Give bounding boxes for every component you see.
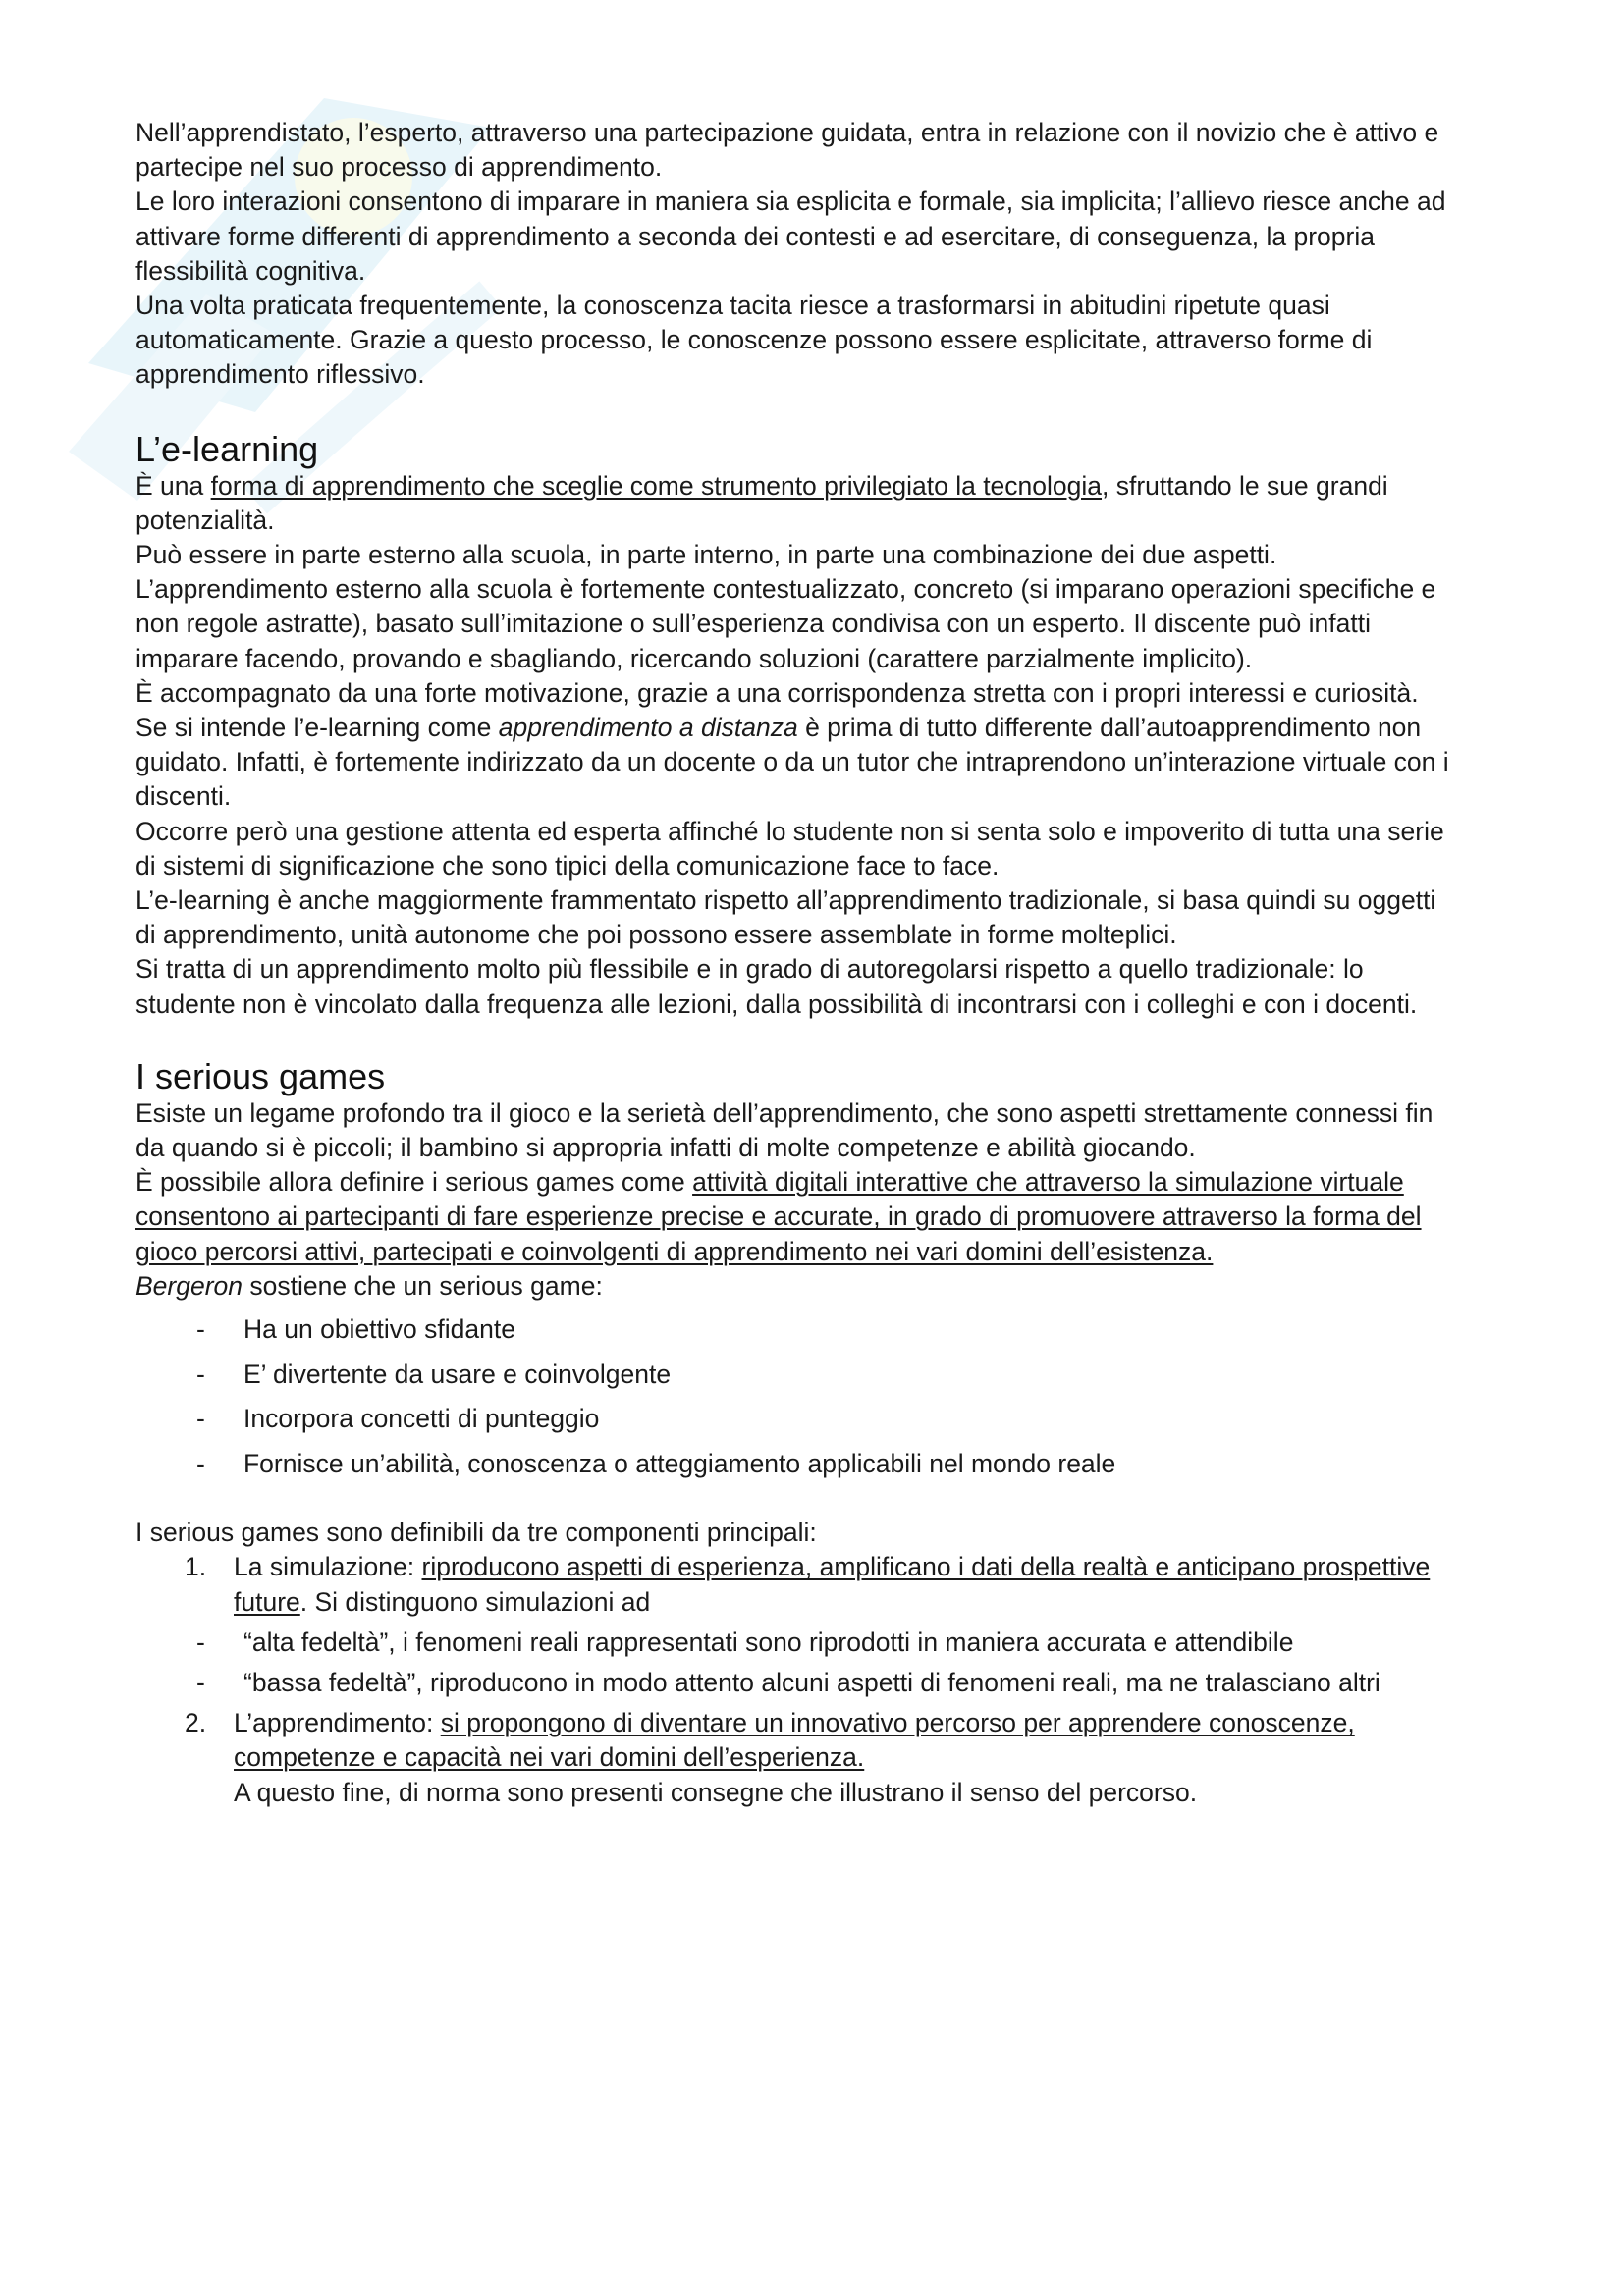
list-item: - “alta fedeltà”, i fenomeni reali rappresentati sono riprodotti in maniera accurata e attendibile <box>196 1627 1294 1657</box>
elearning-paragraph-7: L’e-learning è anche maggiormente frammentato rispetto all’apprendimento tradizionale, si basa quindi su oggetti di apprendimento, unità autonome che poi possono essere assemblate in forme molteplici. <box>135 885 1436 950</box>
component-simulation: 1. La simulazione: riproducono aspetti di esperienza, amplificano i dati della realtà e anticipano prospettive future. Si distinguono simulazioni ad <box>185 1552 1431 1617</box>
elearning-paragraph-2: Può essere in parte esterno alla scuola, in parte interno, in parte una combinazione dei due aspetti. <box>135 540 1277 570</box>
serious-definition: È possibile allora definire i serious games come attività digitali interattive che attraverso la simulazione virtuale consentono ai partecipanti di fare esperienze precise e accurate, in grado di promuovere attraverso la forma del gioco percorsi attivi, partecipati e coinvolgenti di apprendimento nei vari domini dell’esistenza. <box>135 1167 1422 1266</box>
elearning-paragraph-5: Se si intende l’e-learning come apprendimento a distanza è prima di tutto differente dall’autoapprendimento non guidato. Infatti, è fortemente indirizzato da un docente o da un tutor che intraprendono un’interazione virtuale con i discenti. <box>135 713 1449 812</box>
elearning-paragraph-3: L’apprendimento esterno alla scuola è fortemente contestualizzato, concreto (si imparano operazioni specifiche e non regole astratte), basato sull’imitazione o sull’esperienza condivisa con un esperto. Il discente può infatti imparare facendo, provando e sbagliando, ricercando soluzioni (carattere parzialmente implicito). <box>135 574 1436 673</box>
document-page <box>135 116 1451 1810</box>
heading-elearning: L’e-learning <box>135 428 319 469</box>
bergeron-line: Bergeron sostiene che un serious game: <box>135 1270 603 1301</box>
learning-underlined: si propongono di diventare un innovativo percorso per apprendere conoscenze, competenze e capacità nei vari domini dell’esperienza. <box>234 1708 1355 1773</box>
bergeron-name: Bergeron <box>135 1270 243 1301</box>
elearning-paragraph-6: Occorre però una gestione attenta ed esperta affinché lo studente non si senta solo e impoverito di tutta una serie di sistemi di significazione che sono tipici della comunicazione face to face. <box>135 816 1444 881</box>
bergeron-list <box>135 1308 1451 1486</box>
list-item: - Ha un obiettivo sfidante <box>196 1314 515 1345</box>
simulation-underlined: riproducono aspetti di esperienza, amplificano i dati della realtà e anticipano prospettive future <box>234 1552 1431 1617</box>
components-intro: I serious games sono definibili da tre componenti principali: <box>135 1518 817 1548</box>
elearning-definition: È una forma di apprendimento che sceglie come strumento privilegiato la tecnologia, sfruttando le sue grandi potenzialità. <box>135 470 1388 535</box>
component-learning: 2. L’apprendimento: si propongono di diventare un innovativo percorso per apprendere conoscenze, competenze e capacità nei vari domini dell’esperienza. A questo fine, di norma sono presenti consegne che illustrano il senso del percorso. <box>185 1708 1355 1807</box>
intro-paragraph-2: Le loro interazioni consentono di imparare in maniera sia esplicita e formale, sia implicita; l’allievo riesce anche ad attivare forme differenti di apprendimento a seconda dei contesti e ad esercitare, di conseguenza, la propria flessibilità cognitiva. <box>135 187 1446 286</box>
list-item: - “bassa fedeltà”, riproducono in modo attento alcuni aspetti di fenomeni reali, ma ne tralasciano altri <box>196 1667 1380 1697</box>
serious-paragraph-1: Esiste un legame profondo tra il gioco e la serietà dell’apprendimento, che sono aspetti strettamente connessi fin da quando si è piccoli; il bambino si appropria infatti di molte competenze e abilità giocando. <box>135 1097 1434 1163</box>
elearning-paragraph-4: È accompagnato da una forte motivazione, grazie a una corrispondenza stretta con i propri interessi e curiosità. <box>135 677 1419 708</box>
list-item: - E’ divertente da usare e coinvolgente <box>196 1359 672 1389</box>
elearning-definition-underlined: forma di apprendimento che sceglie come strumento privilegiato la tecnologia <box>210 470 1103 501</box>
elearning-paragraph-8: Si tratta di un apprendimento molto più flessibile e in grado di autoregolarsi rispetto a quello tradizionale: lo studente non è vincolato dalla frequenza alle lezioni, dalla possibilità di incontrarsi con i colleghi e con i docenti. <box>135 954 1418 1019</box>
list-item: - Incorpora concetti di punteggio <box>196 1404 600 1434</box>
list-item: - Fornisce un’abilità, conoscenza o atteggiamento applicabili nel mondo reale <box>196 1448 1116 1478</box>
heading-serious-games: I serious games <box>135 1055 386 1096</box>
intro-paragraph-3: Una volta praticata frequentemente, la conoscenza tacita riesce a trasformarsi in abitudini ripetute quasi automaticamente. Grazie a questo processo, le conoscenze possono essere esplicitate, attraverso forme di apprendimento riflessivo. <box>135 291 1373 390</box>
intro-paragraph-1: Nell’apprendistato, l’esperto, attraverso una partecipazione guidata, entra in relazione con il novizio che è attivo e partecipe nel suo processo di apprendimento. <box>135 118 1439 183</box>
serious-definition-underlined: attività digitali interattive che attraverso la simulazione virtuale consentono ai partecipanti di fare esperienze precise e accurate, in grado di promuovere attraverso la forma del gioco percorsi attivi, partecipati e coinvolgenti di apprendimento nei vari domini dell’esistenza. <box>135 1167 1422 1266</box>
italic-term: apprendimento a distanza <box>498 713 798 743</box>
